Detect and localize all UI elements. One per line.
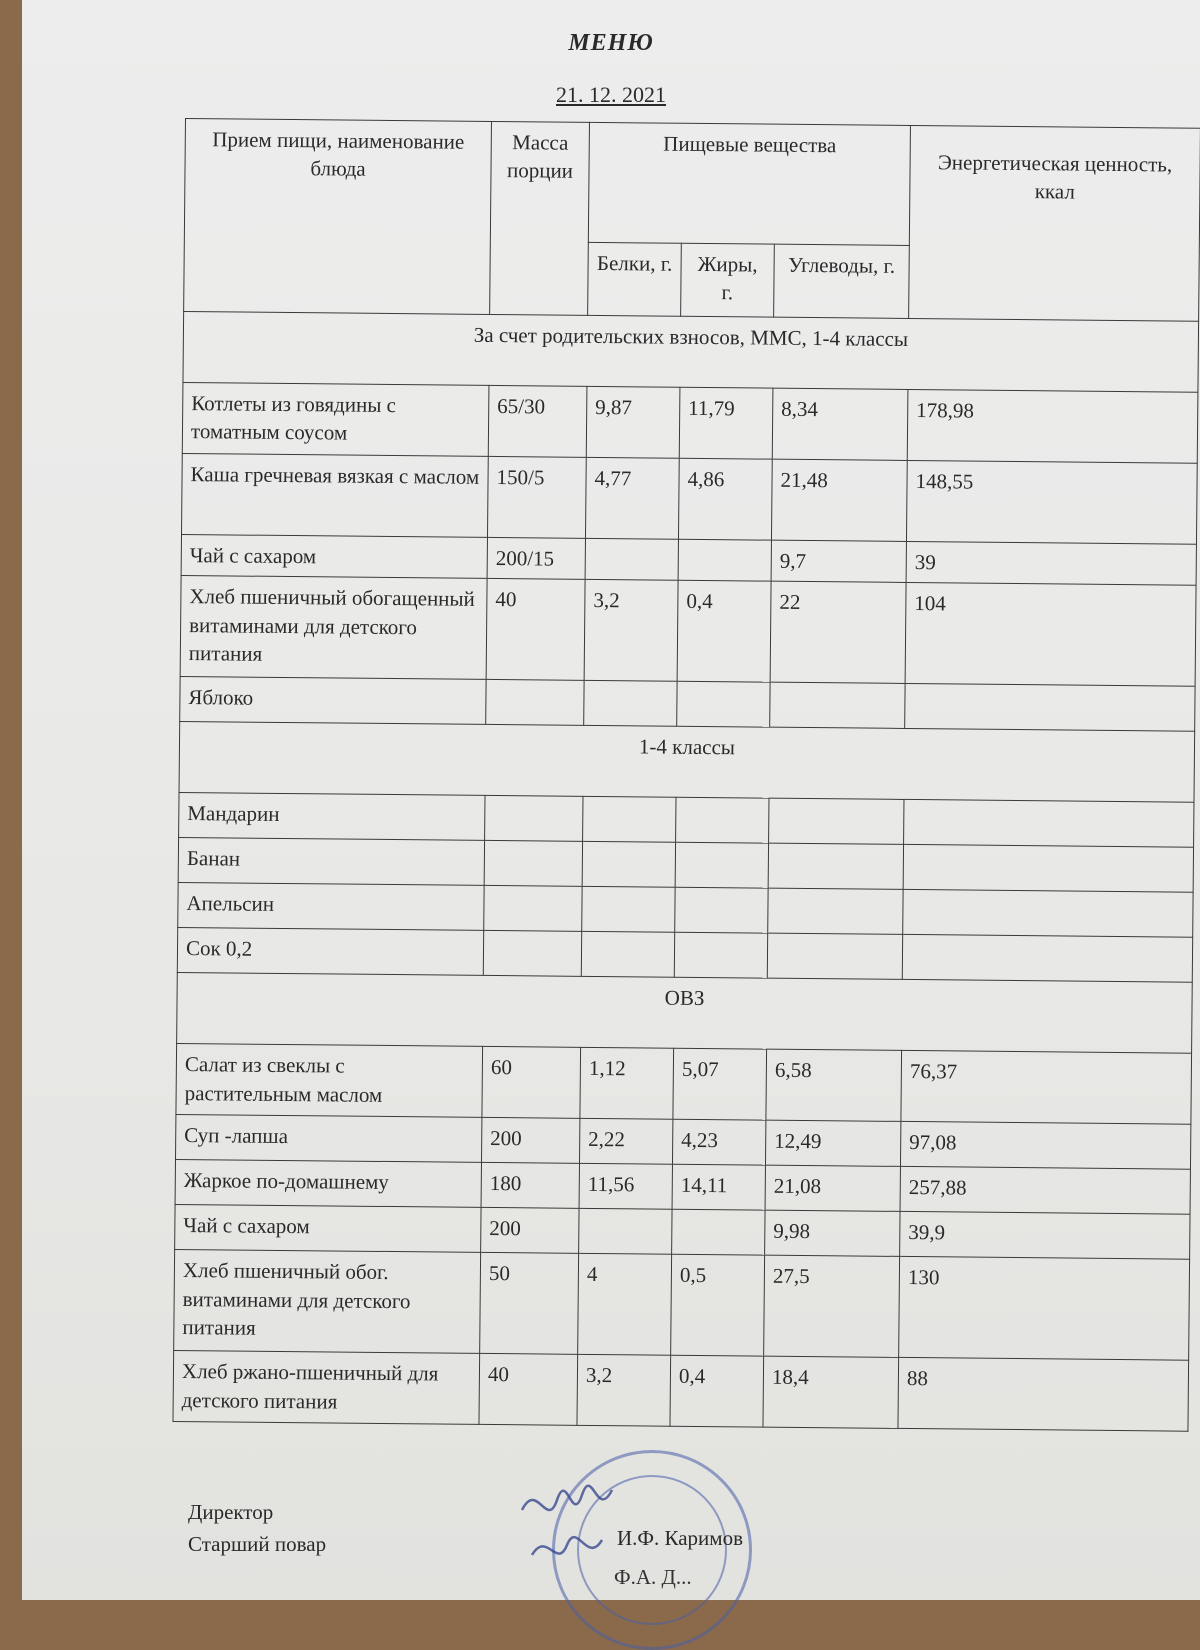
cell-fat [675, 888, 768, 934]
menu-body [173, 311, 1199, 1431]
cell-protein: 1,12 [580, 1048, 674, 1120]
cell-protein [581, 932, 674, 978]
cell-energy [904, 800, 1194, 848]
cell-mass: 150/5 [487, 456, 586, 538]
cell-protein [579, 1209, 672, 1255]
cell-energy: 130 [899, 1257, 1190, 1361]
cell-mass: 200 [481, 1208, 579, 1254]
cell-fat: 4,23 [672, 1120, 765, 1166]
cell-carbs [768, 843, 903, 889]
cell-protein: 4,77 [585, 457, 679, 539]
cell-fat [672, 1210, 765, 1256]
cell-carbs [770, 682, 905, 728]
cell-protein: 3,2 [584, 580, 678, 682]
cell-energy [903, 890, 1193, 938]
cell-carbs: 27,5 [764, 1255, 900, 1357]
cell-fat [677, 682, 770, 728]
cell-mass [485, 796, 583, 842]
table-row [173, 1351, 1189, 1432]
director-label: Директор [188, 1500, 274, 1524]
cell-dish: Банан [178, 838, 484, 886]
cell-dish: Котлеты из говядины с томатным соусом [182, 382, 489, 456]
cell-dish: Хлеб пшеничный обог. витаминами для детского питания [174, 1250, 481, 1354]
cell-dish: Хлеб ржано-пшеничный для детского питания [173, 1351, 480, 1425]
cell-dish: Суп -лапша [175, 1115, 481, 1163]
col-header-carbs: Углеводы, г. [774, 244, 910, 318]
cell-dish: Чай с сахаром [175, 1205, 481, 1253]
cell-energy: 39 [906, 541, 1196, 585]
page-title: МЕНЮ [568, 30, 654, 56]
cell-carbs: 9,98 [765, 1210, 900, 1256]
cell-protein [583, 797, 676, 843]
table-row [182, 382, 1198, 463]
cell-dish: Сок 0,2 [177, 928, 483, 976]
cell-energy: 178,98 [907, 389, 1198, 463]
col-header-protein: Белки, г. [588, 242, 682, 316]
cell-energy [905, 684, 1195, 732]
cell-mass [484, 841, 582, 887]
cell-fat: 11,79 [679, 387, 773, 459]
cell-mass: 180 [481, 1163, 579, 1209]
cell-fat: 4,86 [678, 458, 772, 540]
table-row [180, 576, 1196, 687]
cell-protein [582, 887, 675, 933]
cell-mass: 50 [480, 1253, 579, 1355]
cell-dish: Хлеб пшеничный обогащенный витаминами для детского питания [180, 576, 487, 680]
col-header-dish: Прием пищи, наименование блюда [184, 119, 492, 315]
cell-fat [674, 933, 767, 979]
section-header-row [177, 973, 1193, 1054]
menu-date: 21. 12. 2021 [556, 82, 666, 107]
cell-dish: Жаркое по-домашнему [175, 1160, 481, 1208]
cell-mass: 40 [479, 1354, 578, 1426]
cell-fat: 0,4 [677, 581, 771, 683]
cell-energy: 104 [905, 583, 1196, 687]
cell-protein [584, 681, 677, 727]
cell-energy: 39,9 [900, 1212, 1190, 1260]
cell-carbs [769, 798, 904, 844]
cell-energy: 76,37 [901, 1051, 1192, 1125]
cell-fat: 0,4 [670, 1356, 764, 1428]
cell-carbs: 21,08 [765, 1165, 900, 1211]
section-header-row [179, 722, 1195, 803]
cell-carbs: 8,34 [772, 388, 908, 460]
cell-fat [676, 798, 769, 844]
cell-protein [582, 842, 675, 888]
cell-protein: 9,87 [586, 386, 680, 458]
table-row [182, 453, 1198, 544]
cell-mass: 200 [481, 1118, 579, 1164]
director-name: И.Ф. Каримов [617, 1526, 743, 1550]
cell-fat [678, 539, 771, 581]
cell-energy: 97,08 [900, 1122, 1190, 1170]
cell-energy: 88 [898, 1358, 1189, 1432]
cell-protein: 11,56 [579, 1164, 672, 1210]
cell-dish: Чай с сахаром [181, 534, 487, 578]
cell-mass: 40 [486, 579, 585, 681]
cell-energy [903, 845, 1193, 893]
cell-dish: Яблоко [180, 677, 486, 725]
section-title: За счет родительских взносов, ММС, 1-4 классы [183, 311, 1199, 392]
cell-dish: Апельсин [178, 883, 484, 931]
section-title: 1-4 классы [179, 722, 1195, 803]
cell-carbs: 18,4 [763, 1356, 899, 1428]
col-header-fat: Жиры, г. [681, 243, 775, 317]
cell-carbs: 9,7 [771, 540, 906, 583]
cell-mass: 200/15 [487, 537, 585, 579]
cell-mass [484, 886, 582, 932]
cell-fat: 14,11 [672, 1165, 765, 1211]
cell-mass [483, 931, 581, 977]
menu-table [172, 118, 1200, 1432]
col-header-mass: Масса порции [490, 121, 590, 315]
cell-dish: Салат из свеклы с растительным маслом [176, 1044, 483, 1118]
col-header-energy: Энергетическая ценность, ккал [909, 125, 1200, 321]
cook-label: Старший повар [188, 1532, 327, 1556]
cell-carbs [767, 933, 902, 979]
cell-protein: 4 [578, 1254, 672, 1356]
cell-fat: 0,5 [671, 1255, 765, 1357]
section-header-row [183, 311, 1199, 392]
cell-energy: 257,88 [900, 1167, 1190, 1215]
table-row [176, 1044, 1192, 1125]
cell-fat [675, 843, 768, 889]
cell-dish: Мандарин [179, 793, 485, 841]
cell-protein: 2,22 [579, 1119, 672, 1165]
cell-energy: 148,55 [906, 460, 1197, 544]
cell-mass: 65/30 [488, 385, 587, 457]
cell-carbs: 12,49 [765, 1120, 900, 1166]
section-title: ОВЗ [177, 973, 1193, 1054]
cell-carbs: 21,48 [771, 459, 907, 541]
cell-fat: 5,07 [673, 1049, 767, 1121]
cell-protein [585, 538, 678, 580]
cook-name: Ф.А. Д... [614, 1565, 692, 1589]
cell-carbs: 22 [770, 581, 906, 683]
cell-dish: Каша гречневая вязкая с маслом [182, 453, 489, 537]
cell-energy [902, 935, 1192, 983]
cell-carbs [768, 888, 903, 934]
col-header-nutrients: Пищевые вещества [588, 122, 910, 245]
cell-mass [486, 680, 584, 726]
signature [512, 1470, 622, 1580]
table-row [174, 1250, 1190, 1361]
cell-carbs: 6,58 [766, 1049, 902, 1121]
cell-protein: 3,2 [577, 1355, 671, 1427]
menu-sheet [22, 0, 1200, 1600]
cell-mass: 60 [482, 1047, 581, 1119]
